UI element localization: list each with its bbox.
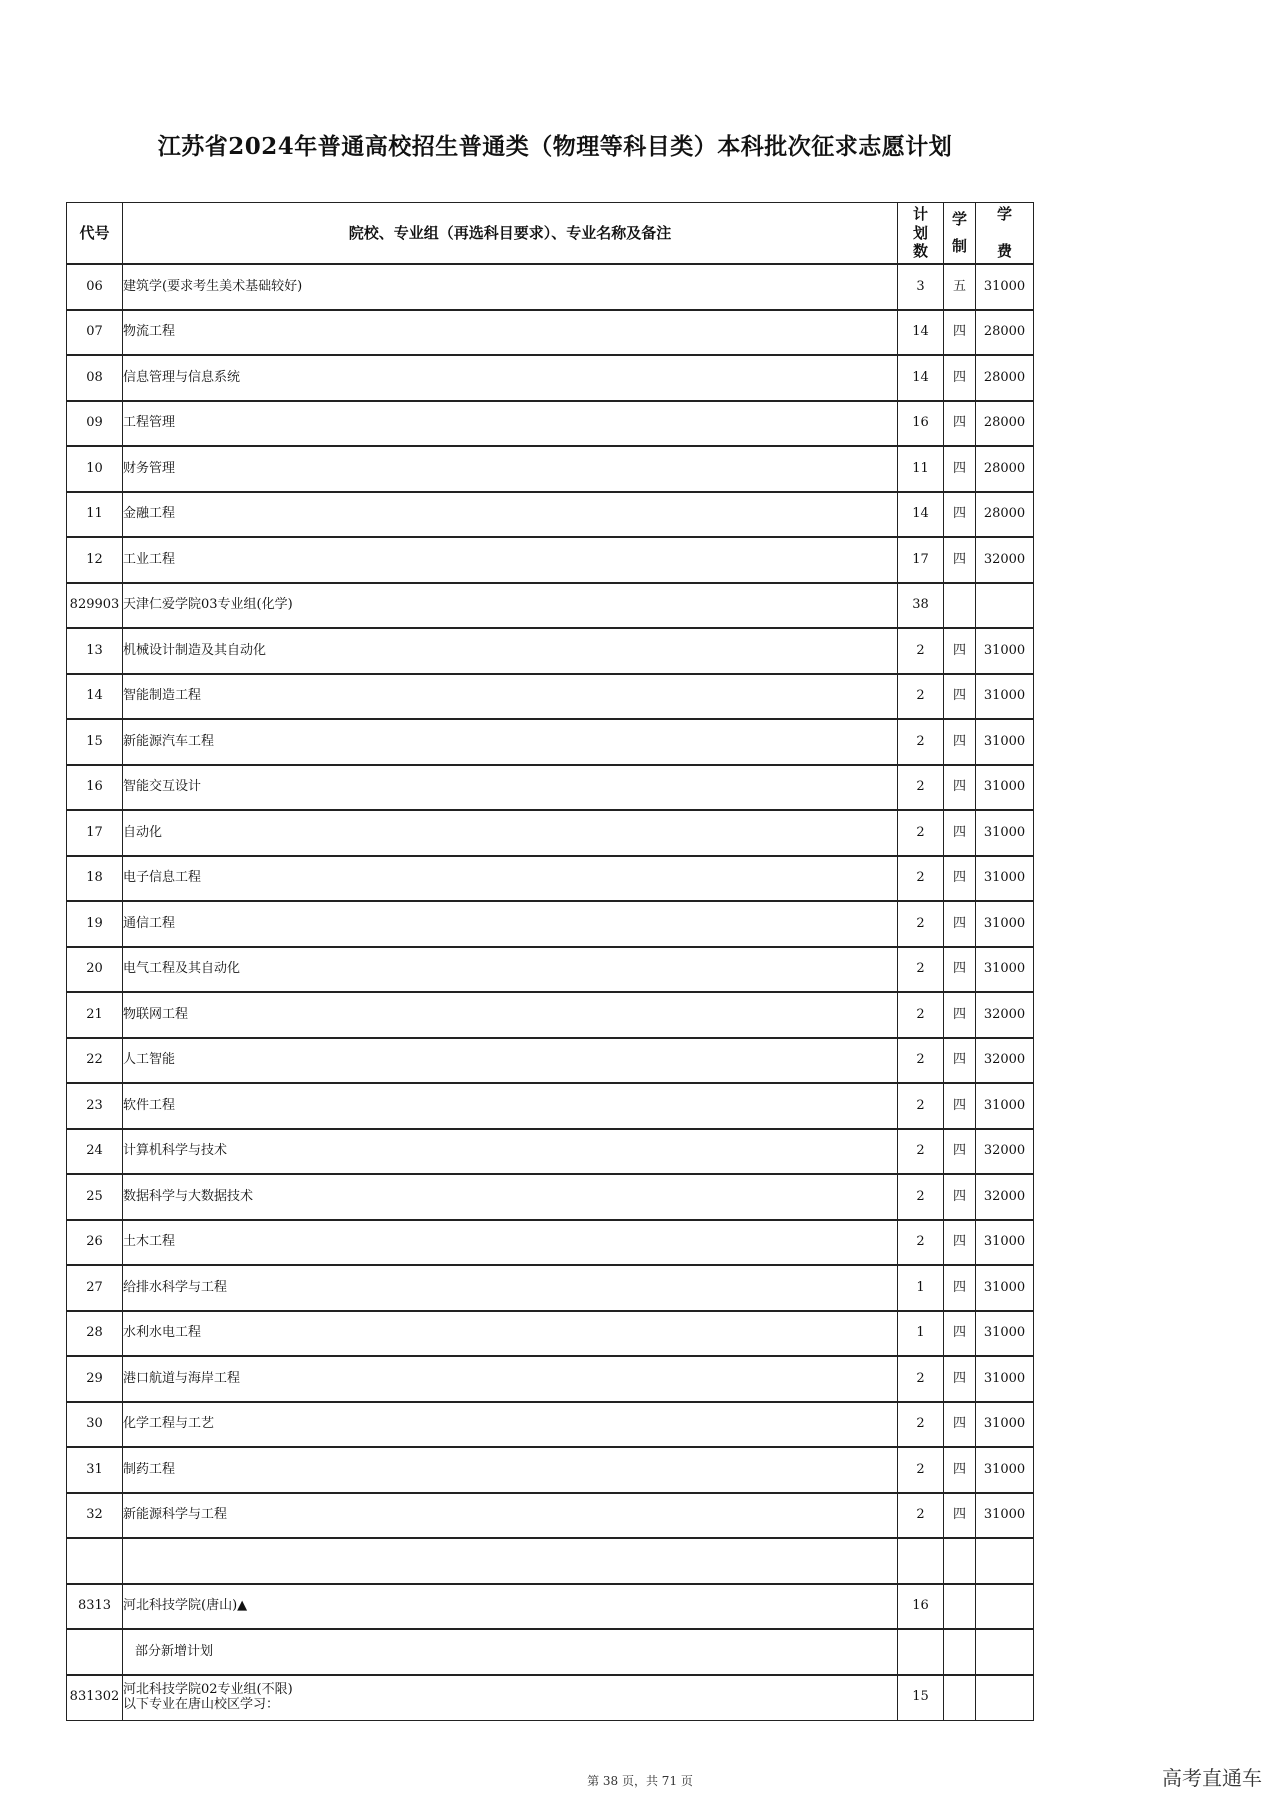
cell-fee: 31000 xyxy=(976,901,1034,947)
cell-name: 河北科技学院(唐山)▲ xyxy=(123,1584,898,1630)
cell-code xyxy=(67,1538,123,1584)
cell-name: 信息管理与信息系统 xyxy=(123,355,898,401)
table-row xyxy=(67,674,1034,720)
cell-plan: 14 xyxy=(898,492,944,538)
cell-plan: 2 xyxy=(898,1174,944,1220)
table-row xyxy=(67,992,1034,1038)
cell-code: 14 xyxy=(67,674,123,720)
cell-fee: 28000 xyxy=(976,310,1034,356)
cell-name: 金融工程 xyxy=(123,492,898,538)
cell-plan xyxy=(898,1629,944,1675)
cell-plan: 11 xyxy=(898,446,944,492)
cell-plan: 2 xyxy=(898,947,944,993)
cell-fee: 28000 xyxy=(976,492,1034,538)
cell-name: 化学工程与工艺 xyxy=(123,1402,898,1448)
table-row xyxy=(67,1356,1034,1402)
cell-fee: 31000 xyxy=(976,856,1034,902)
cell-plan: 2 xyxy=(898,810,944,856)
cell-code: 23 xyxy=(67,1083,123,1129)
cell-fee: 31000 xyxy=(976,1311,1034,1357)
cell-fee xyxy=(976,1584,1034,1630)
cell-years: 四 xyxy=(944,1447,976,1493)
table-row xyxy=(67,1083,1034,1129)
cell-fee: 31000 xyxy=(976,947,1034,993)
table-row xyxy=(67,355,1034,401)
cell-fee xyxy=(976,1538,1034,1584)
table-row xyxy=(67,719,1034,765)
cell-fee: 32000 xyxy=(976,1174,1034,1220)
table-row xyxy=(67,1538,1034,1584)
header-fee: 学 费 xyxy=(976,203,1034,265)
cell-years: 四 xyxy=(944,992,976,1038)
cell-years: 四 xyxy=(944,1038,976,1084)
cell-name: 工程管理 xyxy=(123,401,898,447)
table-row xyxy=(67,1493,1034,1539)
table-row xyxy=(67,1629,1034,1675)
cell-plan: 1 xyxy=(898,1265,944,1311)
cell-name-line: 河北科技学院02专业组(不限) xyxy=(123,1681,293,1697)
cell-code: 26 xyxy=(67,1220,123,1266)
table-row xyxy=(67,537,1034,583)
table-row xyxy=(67,1311,1034,1357)
table-row xyxy=(67,492,1034,538)
cell-fee: 31000 xyxy=(976,1402,1034,1448)
cell-name: 机械设计制造及其自动化 xyxy=(123,628,898,674)
cell-fee: 31000 xyxy=(976,1493,1034,1539)
cell-code: 07 xyxy=(67,310,123,356)
cell-code xyxy=(67,1629,123,1675)
cell-plan: 2 xyxy=(898,856,944,902)
cell-name: 人工智能 xyxy=(123,1038,898,1084)
cell-code: 06 xyxy=(67,264,123,310)
cell-fee: 28000 xyxy=(976,355,1034,401)
cell-code: 16 xyxy=(67,765,123,811)
table-row xyxy=(67,1675,1034,1721)
cell-plan: 2 xyxy=(898,1402,944,1448)
cell-code: 829903 xyxy=(67,583,123,629)
cell-plan: 2 xyxy=(898,719,944,765)
cell-plan: 38 xyxy=(898,583,944,629)
cell-name: 自动化 xyxy=(123,810,898,856)
cell-fee: 28000 xyxy=(976,446,1034,492)
cell-name: 新能源科学与工程 xyxy=(123,1493,898,1539)
cell-name: 新能源汽车工程 xyxy=(123,719,898,765)
enrollment-plan-table xyxy=(66,202,1034,1721)
cell-name: 电子信息工程 xyxy=(123,856,898,902)
table-row xyxy=(67,1447,1034,1493)
cell-years: 四 xyxy=(944,719,976,765)
cell-code: 24 xyxy=(67,1129,123,1175)
cell-plan: 14 xyxy=(898,355,944,401)
cell-name: 制药工程 xyxy=(123,1447,898,1493)
cell-name: 电气工程及其自动化 xyxy=(123,947,898,993)
cell-code: 831302 xyxy=(67,1675,123,1721)
cell-code: 25 xyxy=(67,1174,123,1220)
cell-fee: 31000 xyxy=(976,628,1034,674)
cell-fee: 32000 xyxy=(976,537,1034,583)
table-row xyxy=(67,1265,1034,1311)
cell-plan: 3 xyxy=(898,264,944,310)
cell-name-note: 以下专业在唐山校区学习： xyxy=(123,1696,280,1712)
cell-name: 财务管理 xyxy=(123,446,898,492)
cell-plan: 16 xyxy=(898,1584,944,1630)
cell-code: 21 xyxy=(67,992,123,1038)
cell-fee: 31000 xyxy=(976,264,1034,310)
cell-years: 四 xyxy=(944,1402,976,1448)
cell-fee: 31000 xyxy=(976,1265,1034,1311)
cell-years: 四 xyxy=(944,1174,976,1220)
watermark: 高考直通车 xyxy=(1162,1766,1262,1790)
cell-years: 四 xyxy=(944,355,976,401)
cell-plan: 14 xyxy=(898,310,944,356)
cell-plan: 2 xyxy=(898,628,944,674)
cell-years xyxy=(944,1629,976,1675)
cell-code: 8313 xyxy=(67,1584,123,1630)
cell-code: 18 xyxy=(67,856,123,902)
cell-code: 09 xyxy=(67,401,123,447)
cell-plan: 2 xyxy=(898,1220,944,1266)
cell-code: 15 xyxy=(67,719,123,765)
cell-years: 四 xyxy=(944,947,976,993)
cell-years: 四 xyxy=(944,401,976,447)
cell-plan: 15 xyxy=(898,1675,944,1721)
cell-years: 四 xyxy=(944,628,976,674)
cell-fee: 31000 xyxy=(976,1083,1034,1129)
cell-plan: 2 xyxy=(898,1493,944,1539)
cell-plan: 2 xyxy=(898,1356,944,1402)
cell-name: 土木工程 xyxy=(123,1220,898,1266)
header-plan: 计 划 数 xyxy=(898,203,944,265)
cell-years: 四 xyxy=(944,446,976,492)
table-row xyxy=(67,765,1034,811)
cell-name: 部分新增计划 xyxy=(123,1629,898,1675)
cell-code: 29 xyxy=(67,1356,123,1402)
cell-years xyxy=(944,1538,976,1584)
cell-years: 四 xyxy=(944,537,976,583)
cell-plan: 2 xyxy=(898,1083,944,1129)
cell-years: 四 xyxy=(944,901,976,947)
cell-fee xyxy=(976,1675,1034,1721)
table-row xyxy=(67,1402,1034,1448)
cell-name: 通信工程 xyxy=(123,901,898,947)
cell-name: 天津仁爱学院03专业组(化学) xyxy=(123,583,898,629)
cell-plan: 2 xyxy=(898,1447,944,1493)
cell-fee: 32000 xyxy=(976,992,1034,1038)
cell-code: 20 xyxy=(67,947,123,993)
cell-years: 四 xyxy=(944,765,976,811)
cell-code: 17 xyxy=(67,810,123,856)
table-row xyxy=(67,1220,1034,1266)
cell-plan: 2 xyxy=(898,901,944,947)
header-name: 院校、专业组（再选科目要求）、专业名称及备注 xyxy=(123,203,898,265)
cell-fee: 31000 xyxy=(976,719,1034,765)
table-row xyxy=(67,628,1034,674)
cell-fee xyxy=(976,583,1034,629)
cell-years: 四 xyxy=(944,1129,976,1175)
document-title: 江苏省2024年普通高校招生普通类（物理等科目类）本科批次征求志愿计划 xyxy=(157,133,953,160)
cell-name: 工业工程 xyxy=(123,537,898,583)
cell-code: 12 xyxy=(67,537,123,583)
cell-name: 软件工程 xyxy=(123,1083,898,1129)
cell-name: 智能制造工程 xyxy=(123,674,898,720)
table-row xyxy=(67,310,1034,356)
table-row xyxy=(67,901,1034,947)
cell-code: 10 xyxy=(67,446,123,492)
table-row xyxy=(67,1584,1034,1630)
cell-years xyxy=(944,1584,976,1630)
table-row xyxy=(67,810,1034,856)
cell-plan: 17 xyxy=(898,537,944,583)
cell-name: 港口航道与海岸工程 xyxy=(123,1356,898,1402)
table-row xyxy=(67,264,1034,310)
cell-fee: 31000 xyxy=(976,765,1034,811)
cell-fee: 31000 xyxy=(976,1220,1034,1266)
cell-plan xyxy=(898,1538,944,1584)
table-header-row xyxy=(67,203,1034,265)
cell-code: 11 xyxy=(67,492,123,538)
cell-fee: 31000 xyxy=(976,1447,1034,1493)
cell-code: 22 xyxy=(67,1038,123,1084)
table-row xyxy=(67,947,1034,993)
cell-years: 四 xyxy=(944,1220,976,1266)
cell-fee: 32000 xyxy=(976,1129,1034,1175)
cell-plan: 1 xyxy=(898,1311,944,1357)
cell-years: 四 xyxy=(944,1493,976,1539)
cell-plan: 2 xyxy=(898,1038,944,1084)
table-row xyxy=(67,1174,1034,1220)
cell-name: 物联网工程 xyxy=(123,992,898,1038)
table-row xyxy=(67,1038,1034,1084)
cell-name: 水利水电工程 xyxy=(123,1311,898,1357)
cell-code: 19 xyxy=(67,901,123,947)
cell-code: 13 xyxy=(67,628,123,674)
cell-years: 四 xyxy=(944,856,976,902)
cell-fee: 32000 xyxy=(976,1038,1034,1084)
table-row xyxy=(67,1129,1034,1175)
header-years: 学 制 xyxy=(944,203,976,265)
cell-years xyxy=(944,1675,976,1721)
cell-fee: 31000 xyxy=(976,810,1034,856)
header-code: 代号 xyxy=(67,203,123,265)
cell-name: 智能交互设计 xyxy=(123,765,898,811)
cell-code: 08 xyxy=(67,355,123,401)
cell-name: 计算机科学与技术 xyxy=(123,1129,898,1175)
cell-years: 四 xyxy=(944,1311,976,1357)
cell-plan: 16 xyxy=(898,401,944,447)
cell-years: 五 xyxy=(944,264,976,310)
cell-fee: 28000 xyxy=(976,401,1034,447)
cell-years xyxy=(944,583,976,629)
cell-years: 四 xyxy=(944,310,976,356)
cell-plan: 2 xyxy=(898,674,944,720)
cell-years: 四 xyxy=(944,492,976,538)
cell-plan: 2 xyxy=(898,1129,944,1175)
table-row xyxy=(67,856,1034,902)
table-row xyxy=(67,583,1034,629)
page-number: 第 38 页，共 71 页 xyxy=(587,1774,693,1788)
cell-code: 28 xyxy=(67,1311,123,1357)
cell-years: 四 xyxy=(944,674,976,720)
cell-name xyxy=(123,1675,898,1721)
cell-name: 物流工程 xyxy=(123,310,898,356)
table-row xyxy=(67,401,1034,447)
cell-plan: 2 xyxy=(898,992,944,1038)
cell-fee xyxy=(976,1629,1034,1675)
cell-fee: 31000 xyxy=(976,674,1034,720)
cell-years: 四 xyxy=(944,1083,976,1129)
cell-plan: 2 xyxy=(898,765,944,811)
cell-years: 四 xyxy=(944,1265,976,1311)
cell-code: 30 xyxy=(67,1402,123,1448)
cell-name: 数据科学与大数据技术 xyxy=(123,1174,898,1220)
table-row xyxy=(67,446,1034,492)
cell-name: 建筑学(要求考生美术基础较好) xyxy=(123,264,898,310)
cell-code: 31 xyxy=(67,1447,123,1493)
cell-code: 32 xyxy=(67,1493,123,1539)
cell-name: 给排水科学与工程 xyxy=(123,1265,898,1311)
cell-name xyxy=(123,1538,898,1584)
cell-code: 27 xyxy=(67,1265,123,1311)
cell-years: 四 xyxy=(944,1356,976,1402)
cell-fee: 31000 xyxy=(976,1356,1034,1402)
cell-years: 四 xyxy=(944,810,976,856)
